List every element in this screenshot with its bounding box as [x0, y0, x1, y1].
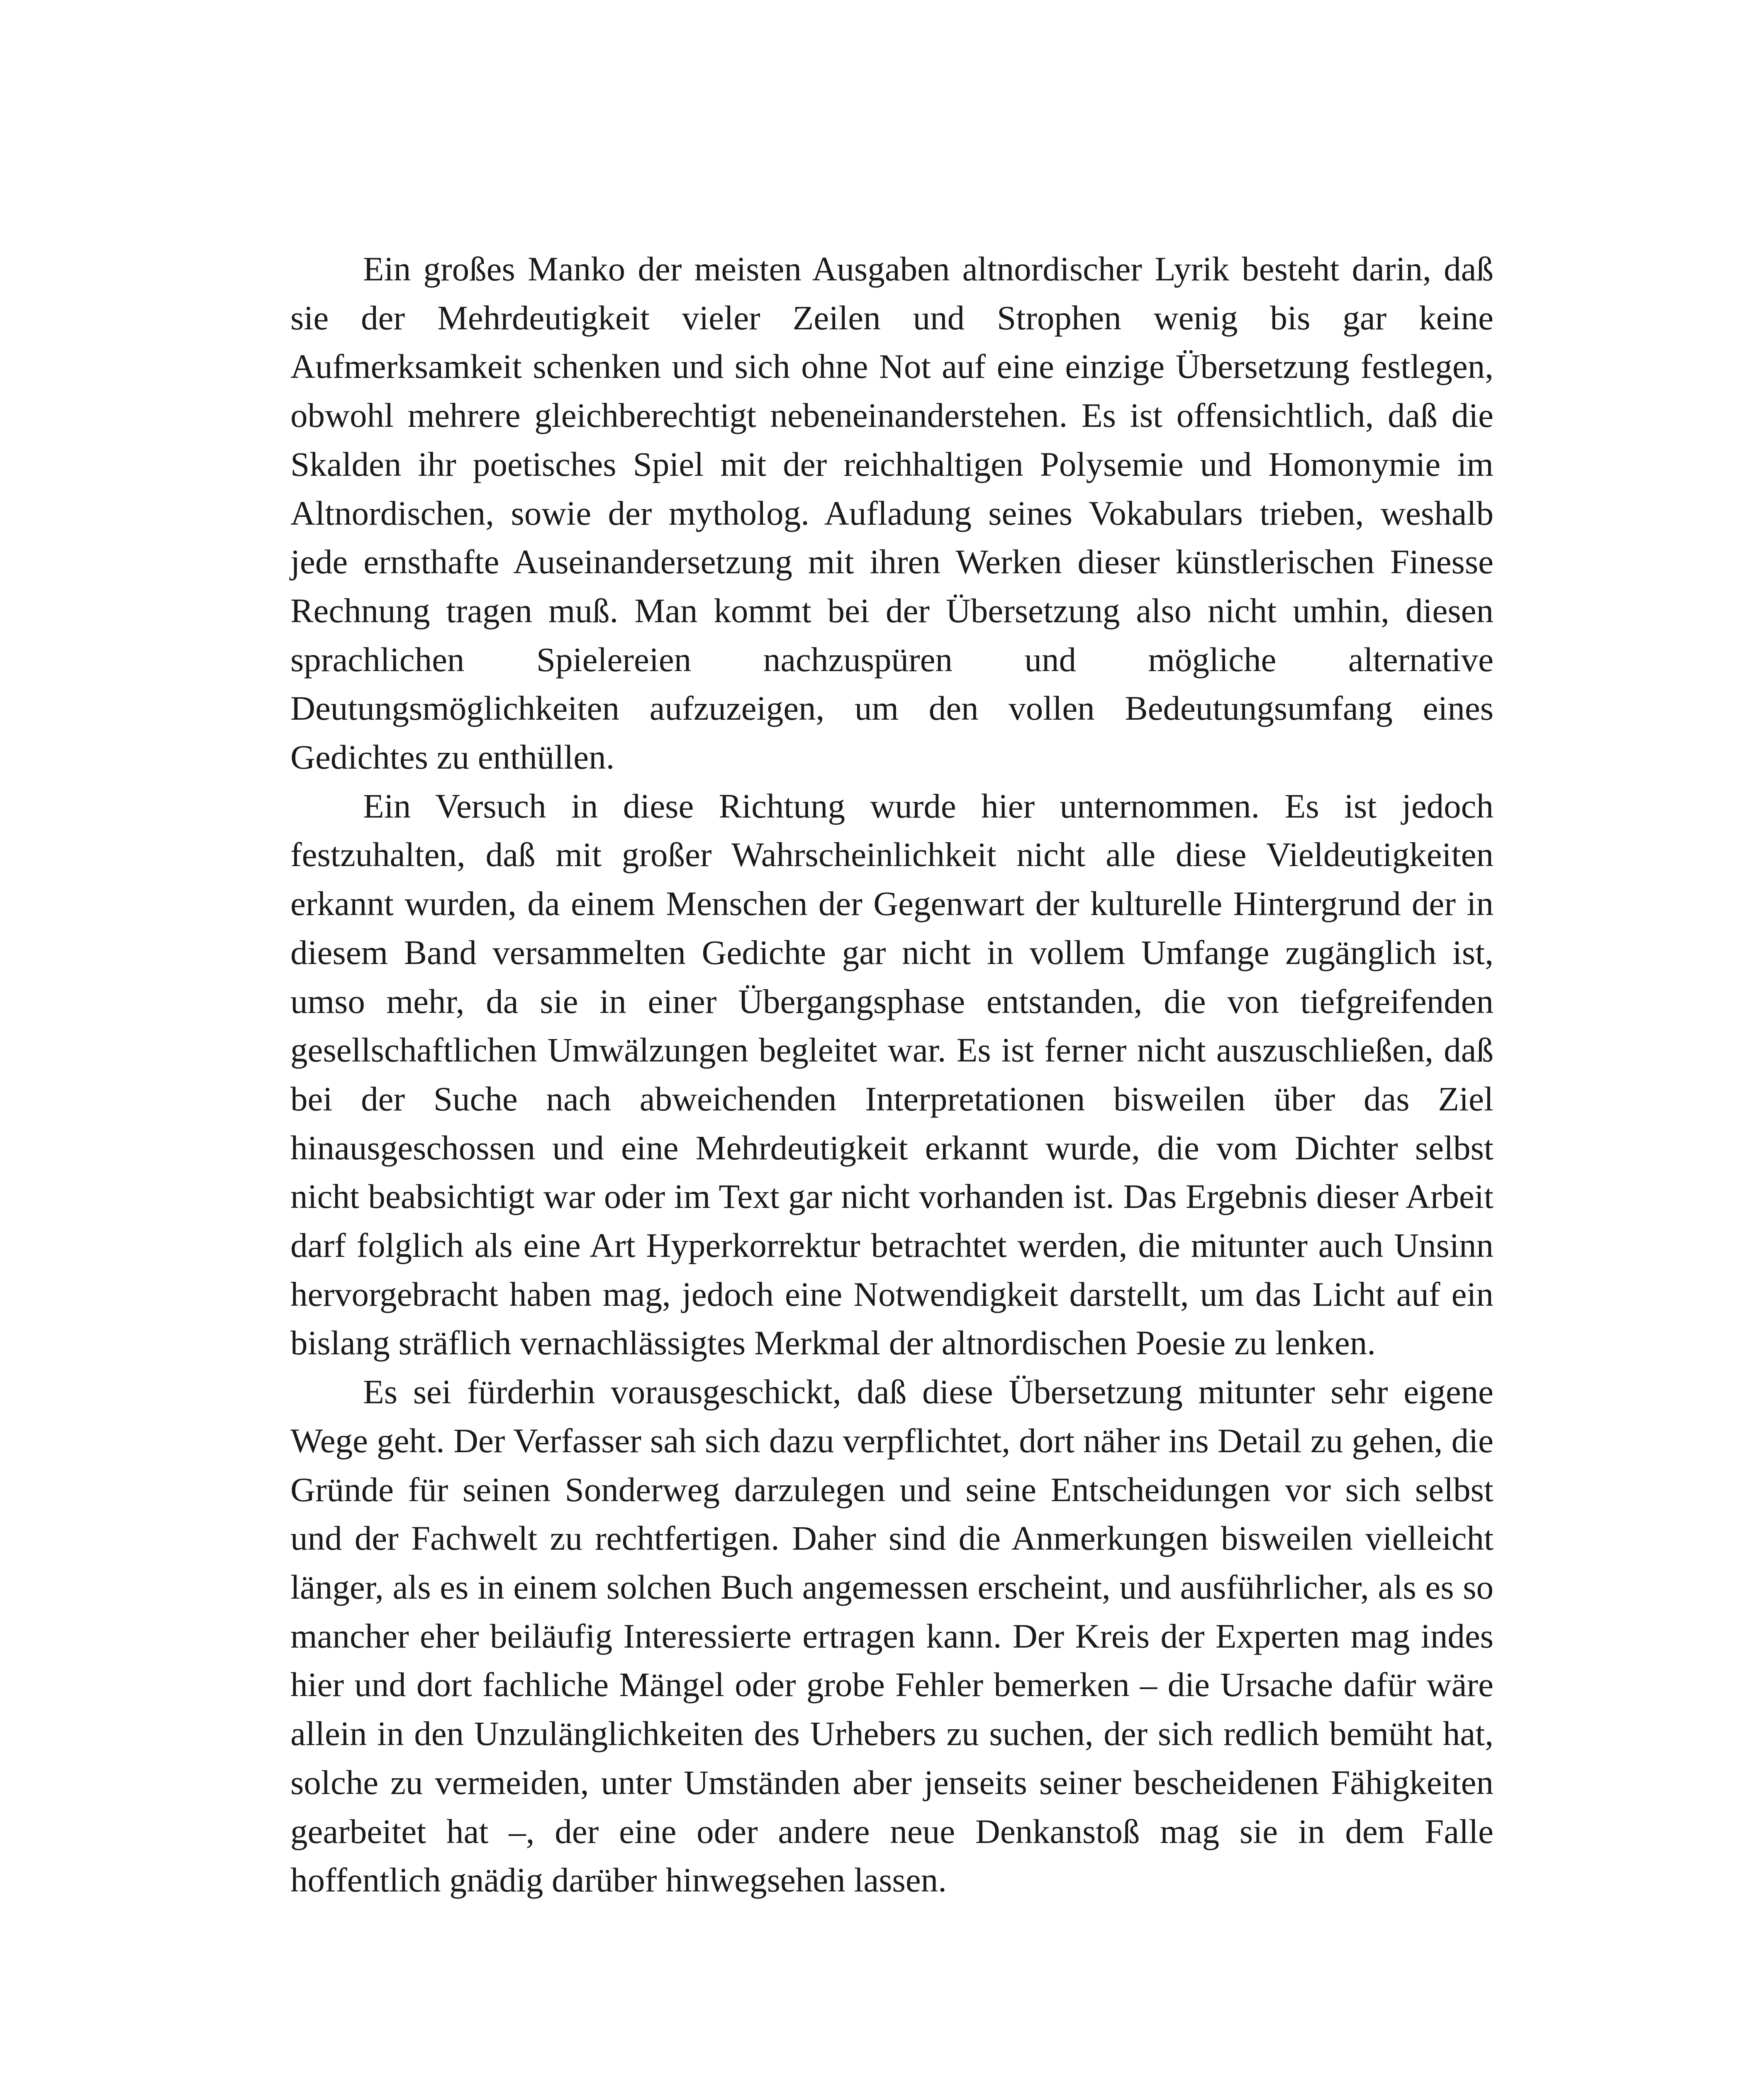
paragraph-1: Ein großes Manko der meisten Ausgaben altnordischer Lyrik besteht darin, daß sie der Mehrdeutigkeit vieler Zeilen und Strophen wenig bis gar keine Aufmerksamkeit schenken und sich ohne Not auf eine einzige Übersetzung festlegen, obwohl mehrere gleichberechtigt nebeneinanderstehen. Es ist offensichtlich, daß die Skalden ihr poetisches Spiel mit der reichhaltigen Polysemie und Homonymie im Altnordischen, sowie der mytholog. Aufladung seines Vokabulars trieben, weshalb jede ernsthafte Auseinandersetzung mit ihren Werken dieser künstlerischen Finesse Rechnung tragen muß. Man kommt bei der Übersetzung also nicht umhin, diesen sprachlichen Spielereien nachzuspüren und mögliche alternative Deutungsmöglichkeiten aufzuzeigen, um den vollen Bedeutungsumfang eines Gedichtes zu enthüllen. — [290, 250, 1494, 777]
body-text — [290, 245, 1494, 1905]
paragraph-2: Ein Versuch in diese Richtung wurde hier unternommen. Es ist jedoch festzuhalten, daß mit großer Wahrscheinlichkeit nicht alle diese Vieldeutigkeiten erkannt wurden, da einem Menschen der Gegenwart der kulturelle Hintergrund der in diesem Band versammelten Gedichte gar nicht in vollem Umfange zugänglich ist, umso mehr, da sie in einer Übergangsphase entstanden, die von tiefgreifenden gesellschaftlichen Umwälzungen begleitet war. Es ist ferner nicht auszuschließen, daß bei der Suche nach abweichenden Interpretationen bisweilen über das Ziel hinausgeschossen und eine Mehrdeutigkeit erkannt wurde, die vom Dichter selbst nicht beabsichtigt war oder im Text gar nicht vorhanden ist. Das Ergebnis dieser Arbeit darf folglich als eine Art Hyperkorrektur betrachtet werden, die mitunter auch Unsinn hervorgebracht haben mag, jedoch eine Notwendigkeit darstellt, um das Licht auf ein bislang sträflich vernachlässigtes Merkmal der altnordischen Poesie zu lenken. — [290, 786, 1494, 1362]
paragraph-3: Es sei fürderhin vorausgeschickt, daß diese Übersetzung mitunter sehr eigene Wege geht. Der Verfasser sah sich dazu verpflichtet, dort näher ins Detail zu gehen, die Gründe für seinen Sonderweg darzulegen und seine Entscheidungen vor sich selbst und der Fachwelt zu rechtfertigen. Daher sind die Anmerkungen bisweilen vielleicht länger, als es in einem solchen Buch angemessen erscheint, und ausführlicher, als es so mancher eher beiläufig Interessierte ertragen kann. Der Kreis der Experten mag indes hier und dort fachliche Mängel oder grobe Fehler bemerken – die Ursache dafür wäre allein in den Unzulänglichkeiten des Urhebers zu suchen, der sich redlich bemüht hat, solche zu vermeiden, unter Umständen aber jenseits seiner bescheidenen Fähigkeiten gearbeitet hat –, der eine oder andere neue Denkanstoß mag sie in dem Falle hoffentlich gnädig darüber hinwegsehen lassen. — [290, 1373, 1494, 1899]
